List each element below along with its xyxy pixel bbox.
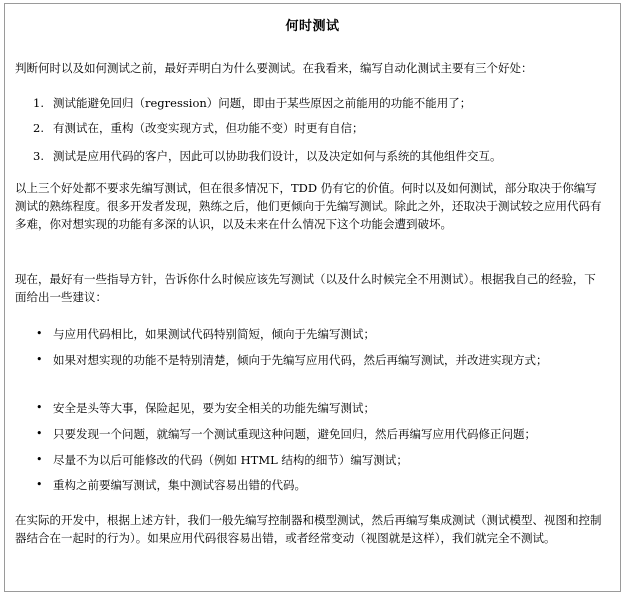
tip-item: 尽量不为以后可能修改的代码（例如 HTML 结构的细节）编写测试； [53,453,408,467]
guideline-intro-paragraph: 现在，最好有一些指导方针，告诉你什么时候应该先写测试（以及什么时候完全不用测试）。根据我自己的经验，下面给出一些建议： [15,272,596,304]
bullet-marker: • [36,453,43,466]
bullet-marker: • [36,401,43,414]
benefit-number: 3. [33,149,44,163]
tip-item: 与应用代码相比，如果测试代码特别简短，倾向于先编写测试； [53,327,375,341]
tip-item: 安全是头等大事，保险起见，要为安全相关的功能先编写测试； [53,401,375,415]
bullet-marker: • [36,327,43,340]
benefit-item: 测试是应用代码的客户，因此可以协助我们设计，以及决定如何与系统的其他组件交互。 [53,149,502,163]
bullet-marker: • [36,478,43,491]
benefit-number: 2. [33,121,44,135]
benefit-number: 1. [33,96,44,110]
tip-item: 重构之前要编写测试，集中测试容易出错的代码。 [53,478,306,492]
closing-paragraph: 在实际的开发中，根据上述方针，我们一般先编写控制器和模型测试，然后再编写集成测试（测试模型、视图和控制器结合在一起时的行为）。如果应用代码很容易出错，或者经常变动（视图就是这样），我们就完全不测试。 [15,513,602,545]
bullet-marker: • [36,427,43,440]
reasoning-paragraph: 以上三个好处都不要求先编写测试，但在很多情况下，TDD 仍有它的价值。何时以及如何测试，部分取决于你编写测试的熟练程度。很多开发者发现，熟练之后，他们更倾向于先编写测试。除此之外，还取决于测试较之应用代码有多难，你对想实现的功能有多深的认识，以及未来在什么情况下这个功能会遭到破坏。 [15,181,602,231]
document-page [4,3,621,592]
tip-item: 只要发现一个问题，就编写一个测试重现这种问题，避免回归，然后再编写应用代码修正问题； [53,427,536,441]
benefit-item: 测试能避免回归（regression）问题，即由于某些原因之前能用的功能不能用了； [53,96,472,110]
tip-item: 如果对想实现的功能不是特别清楚，倾向于先编写应用代码，然后再编写测试，并改进实现方式； [53,353,548,367]
intro-paragraph: 判断何时以及如何测试之前，最好弄明白为什么要测试。在我看来，编写自动化测试主要有三个好处： [15,61,533,75]
benefit-item: 有测试在，重构（改变实现方式，但功能不变）时更有自信； [53,121,364,135]
bullet-marker: • [36,353,43,366]
page-title: 何时测试 [285,19,340,34]
